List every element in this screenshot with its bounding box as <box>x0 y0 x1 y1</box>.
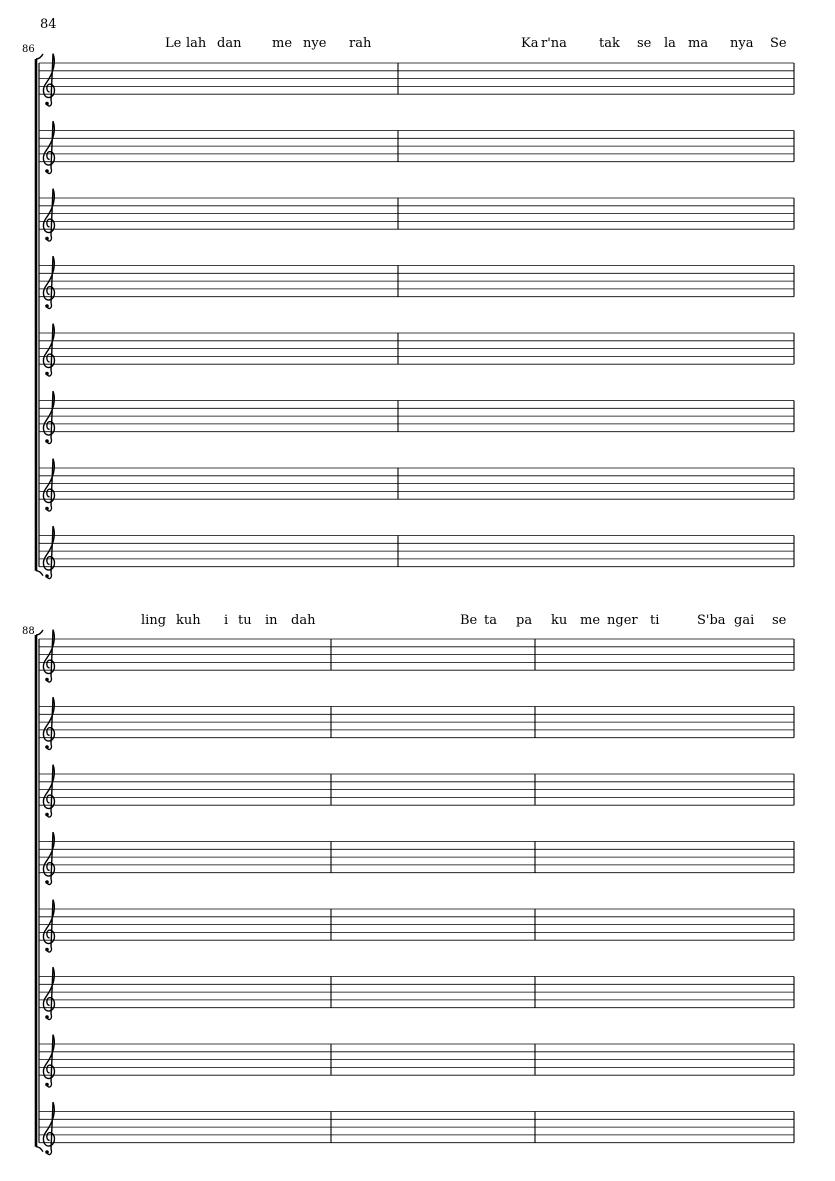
lyric-syllable: se <box>637 36 652 51</box>
staff <box>39 900 794 952</box>
staff <box>39 1102 794 1154</box>
lyric-syllable: ku <box>551 613 568 628</box>
lyric-syllable: ta <box>484 613 497 628</box>
treble-clef-icon <box>43 1102 54 1154</box>
system-bracket-hook-bottom <box>36 1147 43 1152</box>
staff <box>39 765 794 817</box>
lyric-syllable: i <box>224 613 229 628</box>
lyric-syllable: dan <box>217 36 242 51</box>
lyric-syllable: ma <box>688 36 709 51</box>
staff <box>39 697 794 749</box>
staff <box>39 630 794 682</box>
lyric-syllable: rah <box>349 36 372 51</box>
lyric-syllable: Se <box>770 36 787 51</box>
treble-clef-icon <box>43 1035 54 1087</box>
staff <box>39 967 794 1019</box>
lyric-syllable: Le <box>165 36 182 51</box>
staff <box>39 832 794 884</box>
lyric-syllable: r'na <box>541 36 567 51</box>
lyric-syllable: lah <box>186 36 207 51</box>
lyric-syllable: me <box>272 36 293 51</box>
lyric-syllable: ti <box>650 613 660 628</box>
lyric-syllable: Be <box>460 613 478 628</box>
lyric-syllable: nger <box>607 613 638 628</box>
lyric-syllable: tak <box>599 36 620 51</box>
lyric-syllable: kuh <box>176 613 201 628</box>
treble-clef-icon <box>43 967 54 1019</box>
lyric-syllable: Ka <box>521 36 539 51</box>
lyric-syllable: tu <box>238 613 252 628</box>
staff <box>39 1035 794 1087</box>
treble-clef-icon <box>43 900 54 952</box>
lyric-syllable: pa <box>516 613 533 628</box>
measure-number-system-2: 88 <box>22 626 35 637</box>
treble-clef-icon <box>43 630 54 682</box>
treble-clef-icon <box>43 697 54 749</box>
system-bracket-hook-top <box>36 630 43 635</box>
page-number: 84 <box>40 17 57 32</box>
lyric-syllable: nya <box>730 36 754 51</box>
lyric-syllable: se <box>772 613 787 628</box>
lyric-syllable: dah <box>291 613 316 628</box>
lyric-syllable: nye <box>303 36 327 51</box>
lyric-syllable: in <box>265 613 278 628</box>
measure-number-system-1: 86 <box>22 44 35 55</box>
lyric-syllable: S'ba <box>697 613 726 628</box>
treble-clef-icon <box>43 832 54 884</box>
treble-clef-icon <box>43 765 54 817</box>
lyric-syllable: me <box>580 613 601 628</box>
lyric-syllable: la <box>664 36 676 51</box>
lyric-syllable: gai <box>734 613 755 628</box>
lyric-syllable: ling <box>141 613 167 628</box>
